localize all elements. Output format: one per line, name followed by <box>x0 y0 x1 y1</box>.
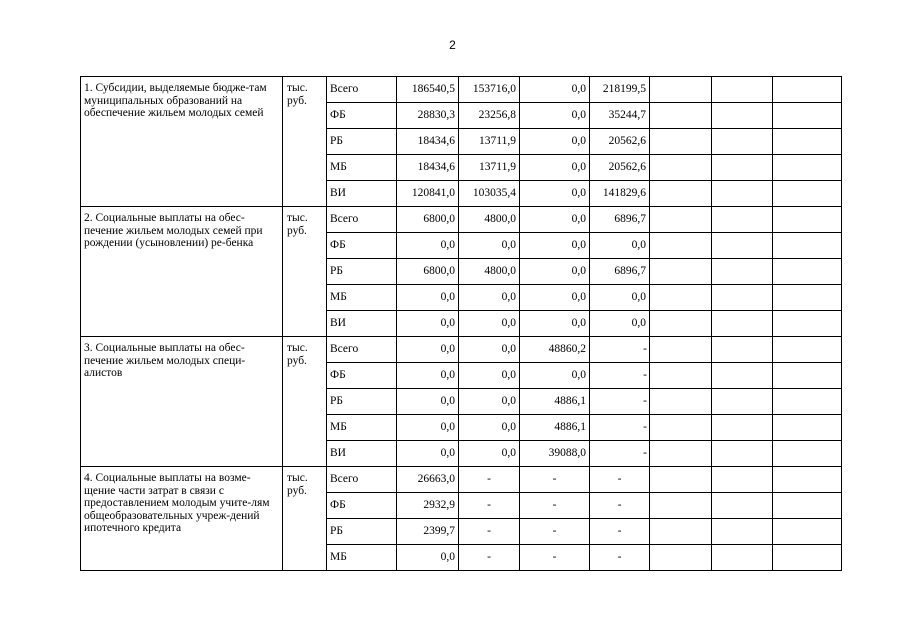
empty-cell <box>650 545 712 571</box>
empty-cell <box>650 129 712 155</box>
value-cell: 0,0 <box>520 103 590 129</box>
value-cell: 6896,7 <box>590 207 650 233</box>
value-cell: - <box>459 467 520 493</box>
funding-source: РБ <box>327 259 397 285</box>
empty-cell <box>773 493 842 519</box>
empty-cell <box>773 285 842 311</box>
value-cell: 0,0 <box>397 285 459 311</box>
empty-cell <box>650 155 712 181</box>
funding-source: ВИ <box>327 441 397 467</box>
empty-cell <box>712 467 773 493</box>
value-cell: - <box>520 545 590 571</box>
empty-cell <box>650 285 712 311</box>
empty-cell <box>773 103 842 129</box>
section-title: 3. Социальные выплаты на обес-печение жильем молодых специ-алистов <box>81 337 283 467</box>
value-cell: 0,0 <box>459 441 520 467</box>
empty-cell <box>773 77 842 103</box>
empty-cell <box>773 259 842 285</box>
value-cell: 0,0 <box>397 441 459 467</box>
empty-cell <box>650 77 712 103</box>
funding-source: Всего <box>327 207 397 233</box>
value-cell: 0,0 <box>520 259 590 285</box>
empty-cell <box>712 389 773 415</box>
value-cell: 13711,9 <box>459 129 520 155</box>
funding-source: ФБ <box>327 493 397 519</box>
value-cell: 6800,0 <box>397 259 459 285</box>
value-cell: - <box>459 493 520 519</box>
value-cell: 48860,2 <box>520 337 590 363</box>
value-cell: 35244,7 <box>590 103 650 129</box>
value-cell: 0,0 <box>520 207 590 233</box>
value-cell: - <box>590 337 650 363</box>
empty-cell <box>712 337 773 363</box>
empty-cell <box>773 181 842 207</box>
funding-source: Всего <box>327 337 397 363</box>
value-cell: 0,0 <box>397 233 459 259</box>
section-title: 2. Социальные выплаты на обес-печение жильем молодых семей при рождении (усыновлении) ре-бенка <box>81 207 283 337</box>
empty-cell <box>773 311 842 337</box>
empty-cell <box>712 77 773 103</box>
funding-source: ФБ <box>327 363 397 389</box>
table-row <box>81 337 842 363</box>
empty-cell <box>650 389 712 415</box>
funding-source: РБ <box>327 389 397 415</box>
empty-cell <box>650 337 712 363</box>
funding-source: ВИ <box>327 311 397 337</box>
funding-source: ФБ <box>327 103 397 129</box>
value-cell: 0,0 <box>520 233 590 259</box>
empty-cell <box>773 207 842 233</box>
value-cell: 0,0 <box>459 337 520 363</box>
unit-cell: тыс. руб. <box>283 207 327 337</box>
empty-cell <box>773 415 842 441</box>
value-cell: 218199,5 <box>590 77 650 103</box>
empty-cell <box>712 363 773 389</box>
funding-source: Всего <box>327 77 397 103</box>
value-cell: 0,0 <box>397 311 459 337</box>
value-cell: 0,0 <box>397 389 459 415</box>
value-cell: 6896,7 <box>590 259 650 285</box>
section-title: 4. Социальные выплаты на возме-щение части затрат в связи с предоставлением молодым учите-лям общеобразовательных учреж-дений ипотечного кредита <box>81 467 283 571</box>
value-cell: - <box>590 363 650 389</box>
funding-source: МБ <box>327 415 397 441</box>
empty-cell <box>650 467 712 493</box>
value-cell: 18434,6 <box>397 129 459 155</box>
value-cell: - <box>520 519 590 545</box>
value-cell: - <box>459 519 520 545</box>
funding-source: МБ <box>327 155 397 181</box>
budget-table <box>80 76 842 571</box>
empty-cell <box>712 493 773 519</box>
value-cell: 0,0 <box>397 545 459 571</box>
empty-cell <box>650 415 712 441</box>
value-cell: 120841,0 <box>397 181 459 207</box>
empty-cell <box>650 493 712 519</box>
empty-cell <box>773 441 842 467</box>
empty-cell <box>650 181 712 207</box>
empty-cell <box>650 103 712 129</box>
value-cell: 4800,0 <box>459 207 520 233</box>
empty-cell <box>773 389 842 415</box>
empty-cell <box>712 311 773 337</box>
funding-source: РБ <box>327 129 397 155</box>
empty-cell <box>650 363 712 389</box>
value-cell: 0,0 <box>590 285 650 311</box>
empty-cell <box>712 259 773 285</box>
value-cell: 18434,6 <box>397 155 459 181</box>
value-cell: 28830,3 <box>397 103 459 129</box>
empty-cell <box>650 311 712 337</box>
value-cell: 4886,1 <box>520 389 590 415</box>
value-cell: 0,0 <box>520 311 590 337</box>
value-cell: 0,0 <box>520 77 590 103</box>
value-cell: 0,0 <box>459 363 520 389</box>
value-cell: - <box>590 545 650 571</box>
value-cell: 0,0 <box>397 337 459 363</box>
value-cell: - <box>590 493 650 519</box>
funding-source: ВИ <box>327 181 397 207</box>
empty-cell <box>712 545 773 571</box>
value-cell: 103035,4 <box>459 181 520 207</box>
unit-cell: тыс. руб. <box>283 467 327 571</box>
value-cell: 4886,1 <box>520 415 590 441</box>
value-cell: 20562,6 <box>590 129 650 155</box>
empty-cell <box>650 441 712 467</box>
empty-cell <box>650 233 712 259</box>
unit-cell: тыс. руб. <box>283 337 327 467</box>
funding-source: ФБ <box>327 233 397 259</box>
value-cell: - <box>459 545 520 571</box>
empty-cell <box>712 285 773 311</box>
value-cell: 0,0 <box>520 363 590 389</box>
value-cell: - <box>520 467 590 493</box>
funding-source: Всего <box>327 467 397 493</box>
unit-cell: тыс. руб. <box>283 77 327 207</box>
funding-source: МБ <box>327 285 397 311</box>
empty-cell <box>773 467 842 493</box>
value-cell: 0,0 <box>520 129 590 155</box>
value-cell: 0,0 <box>520 155 590 181</box>
empty-cell <box>712 207 773 233</box>
table-row <box>81 77 842 103</box>
empty-cell <box>773 129 842 155</box>
empty-cell <box>712 181 773 207</box>
empty-cell <box>650 259 712 285</box>
value-cell: - <box>520 493 590 519</box>
empty-cell <box>712 415 773 441</box>
value-cell: 26663,0 <box>397 467 459 493</box>
value-cell: 2399,7 <box>397 519 459 545</box>
empty-cell <box>773 519 842 545</box>
value-cell: 0,0 <box>590 233 650 259</box>
empty-cell <box>712 519 773 545</box>
value-cell: 6800,0 <box>397 207 459 233</box>
value-cell: 0,0 <box>459 389 520 415</box>
value-cell: 0,0 <box>459 285 520 311</box>
empty-cell <box>712 129 773 155</box>
value-cell: - <box>590 415 650 441</box>
value-cell: - <box>590 467 650 493</box>
value-cell: 0,0 <box>459 311 520 337</box>
value-cell: 186540,5 <box>397 77 459 103</box>
funding-source: МБ <box>327 545 397 571</box>
empty-cell <box>773 233 842 259</box>
empty-cell <box>712 155 773 181</box>
empty-cell <box>773 545 842 571</box>
table-row <box>81 467 842 493</box>
value-cell: 141829,6 <box>590 181 650 207</box>
empty-cell <box>773 337 842 363</box>
value-cell: 0,0 <box>459 415 520 441</box>
value-cell: 4800,0 <box>459 259 520 285</box>
funding-source: РБ <box>327 519 397 545</box>
empty-cell <box>712 233 773 259</box>
value-cell: 0,0 <box>459 233 520 259</box>
value-cell: 0,0 <box>520 285 590 311</box>
section-title: 1. Субсидии, выделяемые бюдже-там муниципальных образований на обеспечение жильем молодых семей <box>81 77 283 207</box>
value-cell: 20562,6 <box>590 155 650 181</box>
value-cell: 39088,0 <box>520 441 590 467</box>
value-cell: 0,0 <box>397 415 459 441</box>
value-cell: 23256,8 <box>459 103 520 129</box>
value-cell: - <box>590 389 650 415</box>
value-cell: 153716,0 <box>459 77 520 103</box>
empty-cell <box>773 363 842 389</box>
empty-cell <box>650 207 712 233</box>
table-row <box>81 207 842 233</box>
value-cell: - <box>590 441 650 467</box>
empty-cell <box>773 155 842 181</box>
value-cell: 0,0 <box>520 181 590 207</box>
value-cell: 13711,9 <box>459 155 520 181</box>
value-cell: 0,0 <box>590 311 650 337</box>
value-cell: 0,0 <box>397 363 459 389</box>
value-cell: 2932,9 <box>397 493 459 519</box>
empty-cell <box>650 519 712 545</box>
empty-cell <box>712 103 773 129</box>
empty-cell <box>712 441 773 467</box>
page-number: 2 <box>449 38 456 52</box>
value-cell: - <box>590 519 650 545</box>
